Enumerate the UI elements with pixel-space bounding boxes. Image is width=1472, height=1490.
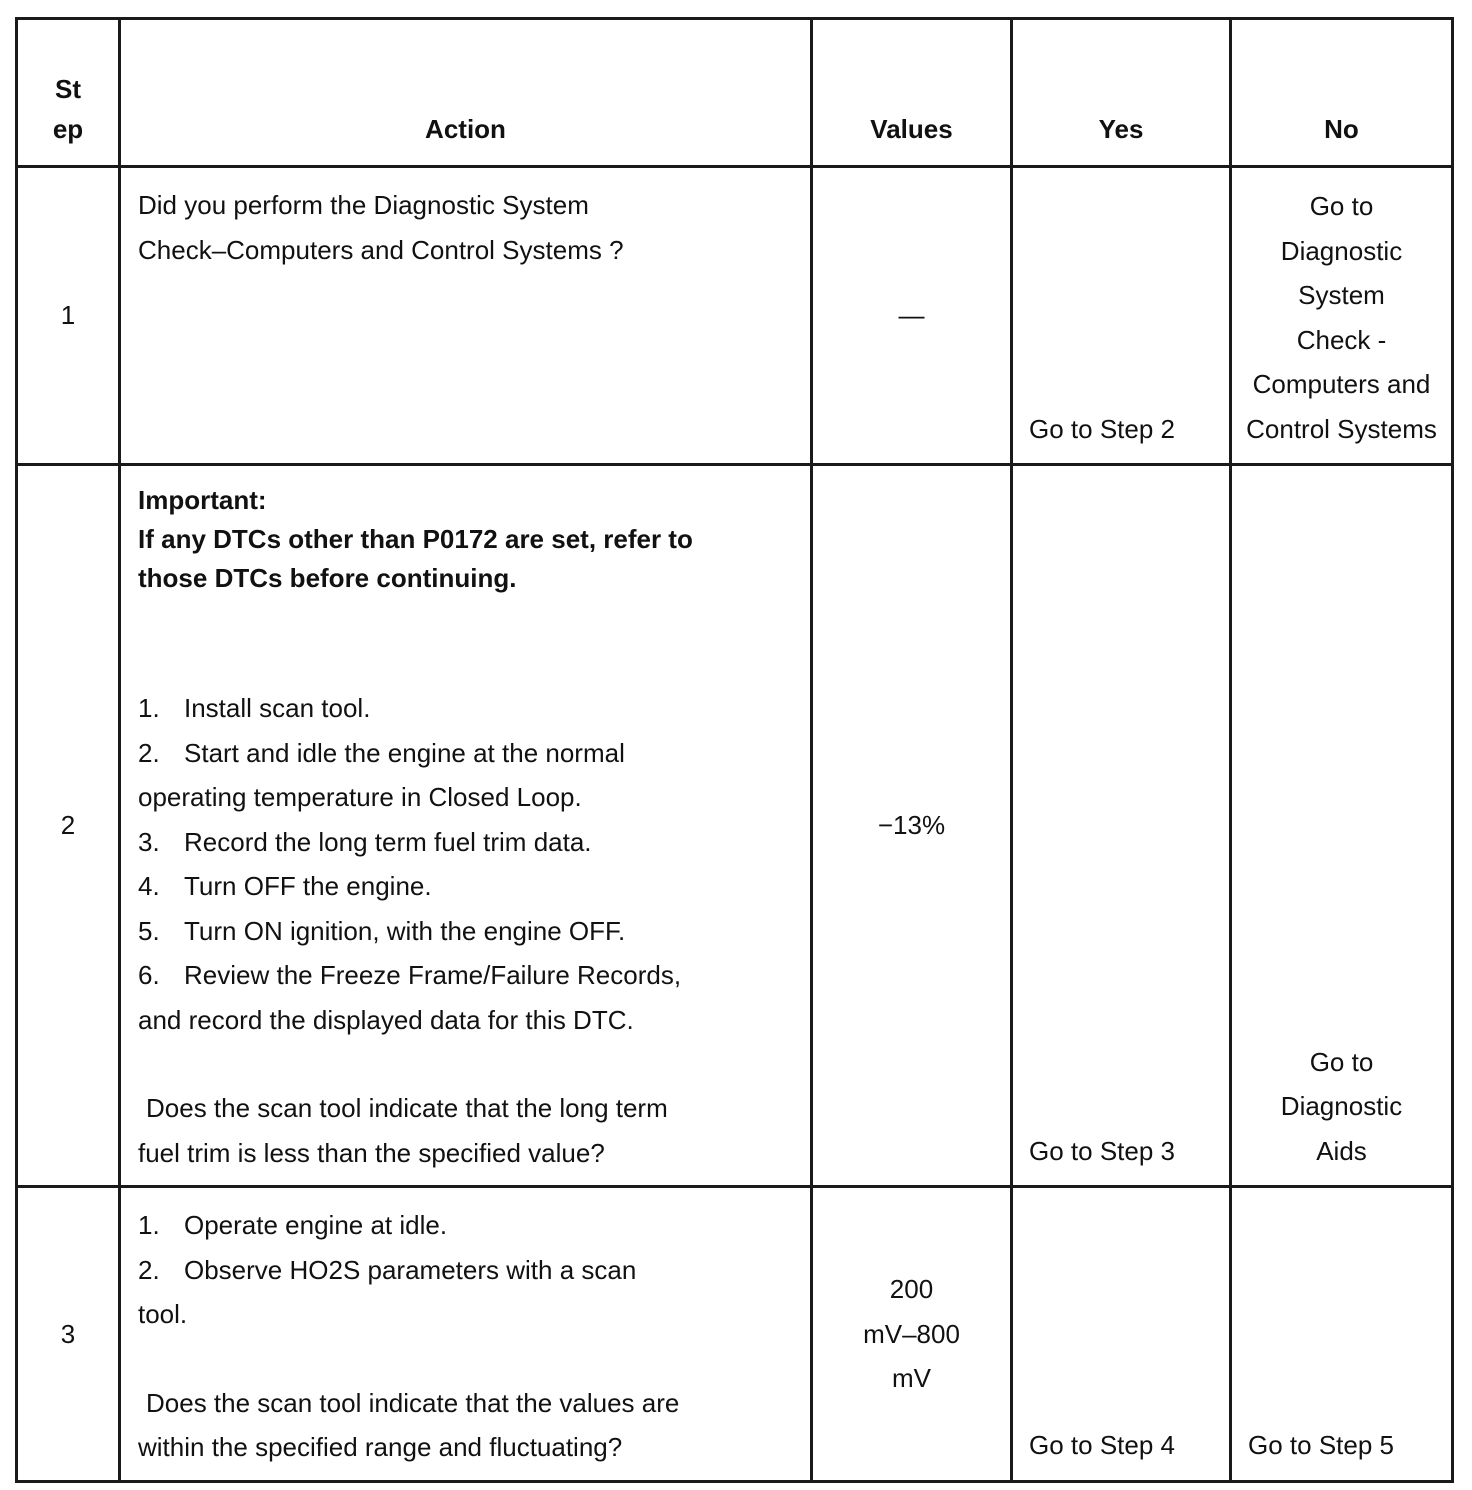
procedure-step: 3. Record the long term fuel trim data. (138, 826, 592, 857)
table-row (17, 167, 1453, 465)
value-cell: −13% (812, 465, 1012, 1187)
procedure-step: 2. Start and idle the engine at the normal (138, 737, 625, 768)
table-row (17, 465, 1453, 1187)
important-note: Important: If any DTCs other than P0172 are set, refer to those DTCs before continuing. (138, 485, 693, 593)
header-no: No (1231, 19, 1453, 167)
no-cell: Go to Diagnostic Aids (1231, 465, 1453, 1187)
header-yes: Yes (1012, 19, 1231, 167)
step-number: 2 (17, 465, 120, 1187)
header-action: Action (120, 19, 812, 167)
procedure-step: 2. Observe HO2S parameters with a scan (138, 1254, 637, 1285)
yes-cell: Go to Step 4 (1012, 1187, 1231, 1482)
action-cell: Important: If any DTCs other than P0172 are set, refer to those DTCs before continuing. 1. Install scan tool. 2. Start and idle the engine at the normal operating temperature in Closed Loop. 3. Record the long term fuel trim data. 4. Turn OFF the engine. 5. Turn ON ignition, with the engine OFF. 6. Review the Freeze Frame/Failure Records, and record the displayed data for this DTC. Does the scan tool indicate that the long term fuel trim is less than the specified value? (120, 465, 812, 1187)
no-cell: Go to Diagnostic System Check - Computers and Control Systems (1231, 167, 1453, 465)
yes-cell: Go to Step 2 (1012, 167, 1231, 465)
action-cell: Did you perform the Diagnostic System Check–Computers and Control Systems ? (120, 167, 812, 465)
question-text: Does the scan tool indicate that the long term (146, 1093, 668, 1123)
diagnostic-table (15, 17, 1454, 1483)
step-number: 3 (17, 1187, 120, 1482)
value-cell: — (812, 167, 1012, 465)
header-step: St ep (17, 19, 120, 167)
value-cell: 200 mV–800 mV (812, 1187, 1012, 1482)
procedure-step: 1. Operate engine at idle. (138, 1210, 448, 1240)
table-row (17, 1187, 1453, 1482)
action-cell: 1. Operate engine at idle. 2. Observe HO2S parameters with a scan tool. Does the scan tool indicate that the values are within the specified range and fluctuating? (120, 1187, 812, 1482)
procedure-step: 1. Install scan tool. (138, 693, 371, 723)
step-number: 1 (17, 167, 120, 465)
procedure-step: 4. Turn OFF the engine. (138, 871, 432, 901)
procedure-step: 6. Review the Freeze Frame/Failure Records, (138, 960, 682, 990)
question-text: Does the scan tool indicate that the values are (146, 1387, 680, 1418)
header-row (17, 19, 1453, 167)
no-cell: Go to Step 5 (1231, 1187, 1453, 1482)
procedure-step: 5. Turn ON ignition, with the engine OFF. (138, 915, 626, 946)
header-values: Values (812, 19, 1012, 167)
yes-cell: Go to Step 3 (1012, 465, 1231, 1187)
